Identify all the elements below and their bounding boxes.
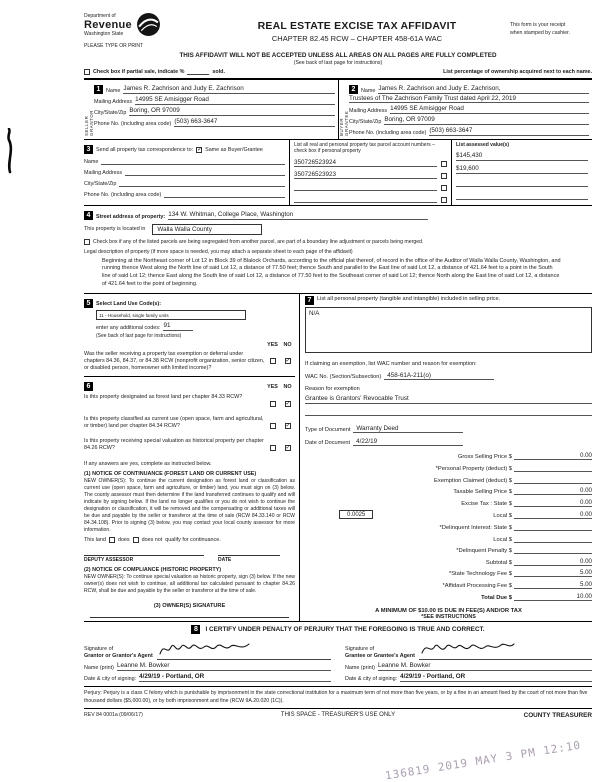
tax-correspondence-section	[84, 140, 592, 206]
dor-logo	[84, 12, 204, 37]
doc-date-field[interactable]: 4/22/19	[353, 438, 463, 446]
excise-state-field[interactable]: 0.00	[514, 499, 592, 507]
land-use-selected-value: 11 - Household, single family units	[99, 312, 169, 318]
grantor-date-city-label: Date & city of signing:	[84, 676, 137, 683]
legal-description-label: Legal description of property (if more space is needed, you may attach a separate sheet to each page of the affidavit)	[84, 248, 353, 255]
warning-line: THIS AFFIDAVIT WILL NOT BE ACCEPTED UNLESS ALL AREAS ON ALL PAGES ARE FULLY COMPLETED	[179, 52, 497, 59]
parcel-row	[294, 195, 447, 203]
seller-city-label: City/State/Zip	[94, 110, 127, 116]
grantee-date-city-label: Date & city of signing:	[345, 676, 398, 683]
same-as-buyer-checkbox[interactable]: ✓	[197, 146, 203, 153]
reason-exemption-field[interactable]: Grantee is Grantors' Revocable Trust	[305, 395, 592, 404]
question-text: Was the seller receiving a property tax exemption or deferral under chapters 84.36, 84.37, or 84.38 RCW (nonprofit organization, senior citizen, or disabled person, homeowner with limited income)?	[84, 351, 265, 372]
forest-land-section	[84, 377, 295, 621]
personal-property-deduct-field[interactable]	[514, 464, 592, 472]
gross-selling-price-label: Gross Selling Price $	[457, 454, 512, 461]
grantee-name-print-label: Name (print)	[345, 665, 375, 672]
parcel-numbers-header: List all real and personal property tax parcel account numbers – check box if personal property	[294, 142, 435, 155]
reeta-form	[84, 12, 592, 719]
notice-compliance-title: (2) NOTICE OF COMPLIANCE (HISTORIC PROPERTY)	[84, 567, 222, 574]
section8-number: 8	[191, 625, 200, 634]
dept-line2: Revenue	[84, 18, 132, 31]
grantor-name-print-field[interactable]: Leanne M. Bowker	[117, 663, 331, 671]
grantee-date-city-field[interactable]: 4/29/19 - Portland, OR	[400, 674, 592, 682]
excise-tax-section	[300, 294, 592, 621]
seller-address-field[interactable]: 14995 SE Amisigger Road	[135, 97, 335, 105]
delinquent-interest-local-label: Local $	[493, 536, 512, 543]
delinquent-interest-local-field[interactable]	[514, 535, 592, 543]
pen-mark	[2, 128, 20, 174]
if-yes-note: If any answers are yes, complete as instructed below.	[84, 461, 212, 468]
q-forest-yes-checkbox[interactable]	[270, 401, 276, 407]
corr-city-field[interactable]	[119, 179, 285, 187]
ownership-note: List percentage of ownership acquired next to each name.	[443, 69, 592, 75]
exemption-claim-label: If claiming an exemption, list WAC number and reason for exemption:	[305, 361, 477, 368]
doc-date-label: Date of Document	[305, 440, 351, 447]
assessed-value-field[interactable]	[456, 178, 588, 187]
corr-phone-field[interactable]	[164, 190, 285, 198]
personal-property-label: List all personal property (tangible and intangible) included in selling price.	[317, 296, 501, 303]
historic-property-question	[84, 438, 295, 457]
land-use-label: Select Land Use Code(s):	[96, 300, 162, 307]
wac-number-field[interactable]: 458-61A-211(o)	[384, 372, 494, 380]
parcel-number-field[interactable]	[294, 195, 437, 203]
parcel-row	[294, 159, 447, 167]
buyer-phone-label: Phone No. (including area code)	[349, 130, 427, 136]
parcel-row	[294, 183, 447, 191]
form-subtitle: CHAPTER 82.45 RCW – CHAPTER 458-61A WAC	[271, 34, 443, 43]
street-address-field[interactable]: 134 W. Whitman, College Place, Washington	[168, 212, 428, 220]
certification-section	[84, 622, 592, 687]
yes-no-header	[84, 342, 295, 348]
q-exemption-yes-checkbox[interactable]	[270, 358, 276, 364]
section5-number: 5	[84, 299, 93, 308]
q-historic-no-checkbox[interactable]: ✓	[285, 445, 291, 452]
buyer-name-label: Name	[361, 88, 376, 94]
personal-property-checkbox-4[interactable]	[441, 197, 447, 203]
partial-sale-row	[84, 69, 592, 75]
buyer-side-word1: BUYER	[339, 117, 344, 136]
perjury-notice: Perjury: Perjury is a class C felony which is punishable by imprisonment in the state correctional institution for a maximum term of not more than five years, or by a fine in an amount fixed by the court of not more than five thousand dollars ($5,000.00), or by both imprisonment and fine (RCW 9A.20.020 (1C)).	[84, 687, 592, 709]
question-text: Is this property classified as current use (open space, farm and agricultural, or timber) land per chapter 84.34 RCW?	[84, 416, 264, 430]
grantor-signature-field[interactable]	[157, 638, 331, 660]
see-back-note: (See back of last page for instructions)	[293, 60, 383, 66]
corr-address-field[interactable]	[125, 168, 285, 176]
deputy-assessor-label: DEPUTY ASSESSOR	[84, 555, 204, 563]
question-text: Is this property designated as forest land per chapter 84.33 RCW?	[84, 394, 243, 401]
grantee-sig-label1: Signature of	[345, 646, 375, 653]
question-text: Is this property receiving special valuation as historical property per chapter 84.26 RCW?	[84, 438, 264, 452]
seller-name-label: Name	[106, 88, 121, 94]
county-field[interactable]: Walla Walla County	[152, 224, 262, 235]
dor-emblem-icon	[136, 12, 161, 37]
county-treasurer-label: COUNTY TREASURER	[523, 711, 592, 719]
q-currentuse-yes-checkbox[interactable]	[270, 423, 276, 429]
total-due-label: Total Due $	[481, 594, 512, 601]
buyer-address-label: Mailing Address	[349, 108, 388, 114]
buyer-side-word2: GRANTEE	[344, 110, 349, 136]
land-qualify-row	[84, 537, 295, 543]
grantor-sig-label1: Signature of	[84, 646, 114, 653]
owners-signature-field[interactable]	[90, 609, 289, 618]
personal-property-deduct-label: *Personal Property (deduct) $	[435, 465, 512, 472]
no-column-label-6: NO	[283, 383, 292, 390]
form-rev-number: REV 84 0001a (09/06/17)	[84, 712, 143, 719]
notice-compliance-text: NEW OWNER(S): To continue special valuation as historic property, sign (3) below. If the new owner(s) does not wish to continue, all additional tax calculated pursuant to chapter 84.26 RCW, shall be due and payable by the seller or transferor at the time of sale.	[84, 574, 295, 595]
grantee-signature	[419, 639, 519, 659]
subtotal-label: Subtotal $	[485, 559, 512, 566]
parcel-number-field[interactable]	[294, 183, 437, 191]
received-date-stamp: 136819 2019 MAY 3 PM 12:10	[384, 738, 582, 782]
section7-number: 7	[305, 296, 314, 305]
buyer-city-label: City/State/Zip	[349, 119, 382, 125]
treasurer-space-label: THIS SPACE - TREASURER'S USE ONLY	[280, 712, 396, 719]
personal-property-checkbox-3[interactable]	[441, 185, 447, 191]
grantee-signature-field[interactable]	[419, 638, 592, 660]
yes-column-label-6: YES	[267, 383, 278, 390]
partial-sale-checkbox[interactable]	[84, 69, 90, 75]
gross-selling-price-field[interactable]: 0.00	[514, 452, 592, 460]
deputy-assessor-row	[84, 555, 295, 563]
assessed-values-header: List assessed value(s)	[456, 142, 510, 148]
local-rate-box: 0.0025	[339, 510, 373, 519]
seller-phone-label: Phone No. (including area code)	[94, 121, 172, 127]
personal-property-checkbox-2[interactable]	[441, 173, 447, 179]
section2-number: 2	[349, 85, 358, 94]
receipt-note	[510, 12, 592, 38]
reason-exemption-label: Reason for exemption	[305, 386, 360, 393]
doc-type-label: Type of Document	[305, 427, 351, 434]
q-exemption-no-checkbox[interactable]: ✓	[285, 358, 291, 365]
section6-number: 6	[84, 382, 93, 391]
parcel-row	[294, 171, 447, 179]
seller-city-field[interactable]: Boring, OR 97009	[129, 108, 335, 116]
buyer-address-field[interactable]: 14995 SE Amisigger Road	[390, 106, 589, 114]
see-back-note-2: (See back of last page for instructions)	[96, 333, 182, 340]
buyer-side-label	[339, 82, 349, 136]
doc-type-field[interactable]: Warranty Deed	[353, 425, 463, 433]
personal-property-checkbox-1[interactable]	[441, 161, 447, 167]
buyer-section	[338, 80, 592, 139]
parties-section	[84, 78, 592, 140]
buyer-phone-field[interactable]: (503) 663-3647	[429, 128, 589, 136]
segregated-checkbox[interactable]	[84, 239, 90, 245]
land-use-select[interactable]	[96, 310, 246, 320]
receipt-note-line1: This form is your receipt	[510, 22, 566, 28]
receipt-note-line2: when stamped by cashier.	[510, 29, 570, 36]
q-currentuse-no-checkbox[interactable]: ✓	[285, 423, 291, 430]
middle-columns	[84, 294, 592, 622]
state-tech-fee-field[interactable]: 5.00	[514, 569, 592, 577]
land-does-not-checkbox[interactable]	[133, 537, 139, 543]
assessed-value-field[interactable]	[456, 191, 588, 200]
excise-calculation	[305, 452, 592, 600]
header	[84, 12, 592, 49]
seller-phone-field[interactable]: (503) 663-3647	[174, 119, 335, 127]
see-instructions-note: *SEE INSTRUCTIONS	[421, 613, 476, 620]
grantee-name-print-field[interactable]: Leanne M. Bowker	[378, 663, 592, 671]
exemption-deferral-question	[84, 351, 295, 372]
corr-address-label: Mailing Address	[84, 170, 123, 176]
q-historic-yes-checkbox[interactable]	[270, 445, 276, 451]
section3-number: 3	[84, 145, 93, 154]
form-title: REAL ESTATE EXCISE TAX AFFIDAVIT	[257, 20, 457, 32]
does-label: does	[117, 537, 130, 544]
buyer-city-field[interactable]: Boring, OR 97009	[384, 117, 589, 125]
delinquent-penalty-label: *Delinquent Penalty $	[456, 548, 512, 555]
located-in-label: This property is located in	[84, 226, 146, 232]
affidavit-fee-field[interactable]: 5.00	[514, 581, 592, 589]
yes-column-label: YES	[267, 342, 278, 349]
does-not-label: does not	[141, 537, 163, 544]
land-use-section	[84, 299, 295, 377]
wac-number-label: WAC No. (Section/Subsection)	[305, 374, 382, 381]
excise-state-label: Excise Tax : State $	[461, 500, 512, 507]
assessed-value-field[interactable]: $145,430	[456, 152, 588, 161]
delinquent-penalty-field[interactable]	[514, 546, 592, 554]
grantee-signature-block	[345, 638, 592, 682]
corr-name-label: Name	[84, 159, 99, 165]
additional-codes-field[interactable]: 91	[163, 323, 193, 331]
notice-continuance-text: NEW OWNER(S): To continue the current designation as forest land or classification as current use (open space, farm and agriculture, or timber) land, you must sign on (3) below. The county assessor must then determine if the land transferred continues to qualify and will indicate by signing below. If the land no longer qualifies or you do not wish to continue the designation or classification, it will be removed and the compensating or additional taxes will be due and payable by the seller or transferor at the time of sale (RCW 84.33.140 or RCW 84.34.108). Prior to signing (3) below, you may contact your local county assessor for more information.	[84, 478, 295, 533]
current-use-question	[84, 416, 295, 435]
q-forest-no-checkbox[interactable]: ✓	[285, 401, 291, 408]
forest-land-question	[84, 394, 295, 413]
assessor-date-label: DATE	[218, 555, 280, 563]
section4-number: 4	[84, 211, 93, 220]
additional-codes-label: enter any additional codes:	[96, 325, 161, 332]
notice-continuance-title: (1) NOTICE OF CONTINUANCE (FOREST LAND OR CURRENT USE)	[84, 471, 257, 478]
footer	[84, 709, 592, 719]
dept-line3: Washington State	[84, 30, 124, 37]
land-does-checkbox[interactable]	[109, 537, 115, 543]
please-type-or-print: PLEASE TYPE OR PRINT	[84, 43, 144, 49]
partial-sale-suffix: sold.	[212, 69, 225, 75]
grantor-signature	[157, 639, 257, 659]
affidavit-fee-label: *Affidavit Processing Fee $	[442, 582, 512, 589]
partial-sale-label: Check box if partial sale, indicate %	[93, 69, 185, 75]
personal-property-field[interactable]: N/A	[305, 307, 592, 353]
grantor-signature-block	[84, 638, 331, 682]
street-address-label: Street address of property:	[96, 213, 166, 220]
seller-address-label: Mailing Address	[94, 99, 133, 105]
seller-name-field[interactable]: James R. Zachrison and Judy E. Zachrison	[123, 86, 335, 94]
excise-local-field[interactable]: 0.00	[514, 511, 592, 519]
seller-side-word2: GRANTOR	[89, 109, 94, 136]
grantor-date-city-field[interactable]: 4/29/19 - Portland, OR	[139, 674, 331, 682]
subtotal-field[interactable]: 0.00	[514, 558, 592, 566]
property-section	[84, 206, 592, 295]
section1-number: 1	[94, 85, 103, 94]
parcel-number-field[interactable]: 350726523924	[294, 159, 437, 167]
this-land-label: This land	[84, 537, 106, 544]
corr-name-field[interactable]	[101, 157, 285, 165]
send-correspondence-label: Send all property tax correspondence to:	[96, 146, 194, 153]
grantor-sig-label2: Grantor or Grantor's Agent	[84, 653, 153, 660]
minimum-fee-note: A MINIMUM OF $10.00 IS DUE IN FEE(S) AND/OR TAX	[375, 607, 522, 614]
buyer-name-field[interactable]: James R. Zachrison and Judy E. Zachrison,	[378, 86, 589, 94]
state-tech-fee-label: *State Technology Fee $	[448, 571, 512, 578]
seller-section	[84, 80, 338, 139]
same-as-buyer-label: Same as Buyer/Grantee	[205, 146, 263, 153]
grantor-name-print-label: Name (print)	[84, 665, 114, 672]
delinquent-interest-state-label: *Delinquent Interest: State $	[439, 524, 512, 531]
grantee-sig-label2: Grantee or Grantee's Agent	[345, 653, 415, 660]
buyer-name-field-line2[interactable]: Trustees of The Zachrison Family Trust dated April 22, 2019	[349, 95, 589, 103]
seller-side-label	[84, 82, 94, 136]
total-due-field[interactable]: 10.00	[514, 593, 592, 601]
taxable-selling-price-field[interactable]: 0.00	[514, 487, 592, 495]
assessed-value-field[interactable]: $19,600	[456, 165, 588, 174]
corr-phone-label: Phone No. (including area code)	[84, 192, 162, 198]
delinquent-interest-state-field[interactable]	[514, 523, 592, 531]
excise-local-label: Local $	[493, 513, 512, 520]
no-column-label: NO	[283, 342, 292, 349]
qualify-label: qualify for continuance.	[165, 537, 221, 544]
exemption-claimed-label: Exemption Claimed (deduct) $	[434, 477, 512, 484]
taxable-selling-price-label: Taxable Selling Price $	[453, 489, 512, 496]
dept-line1: Department of	[84, 12, 116, 19]
corr-city-label: City/State/Zip	[84, 181, 117, 187]
partial-sale-percent-field[interactable]	[187, 69, 209, 75]
parcel-number-field[interactable]: 350726523923	[294, 171, 437, 179]
owners-signature-label: (3) OWNER(S) SIGNATURE	[153, 603, 226, 610]
exemption-claimed-field[interactable]	[514, 476, 592, 484]
reason-exemption-field-line2[interactable]	[305, 407, 592, 416]
segregated-label: Check box if any of the listed parcels are being segregated from another parcel, are part of a boundary line adjustment or parcels being merged.	[93, 238, 424, 245]
legal-description-text: Beginning at the Northeast corner of Lot 12 in Block 39 of Blalock Orchards, according to the official plat thereof, of record in the office of the Auditor of Walla Walla County, Washington, and running thence West along the North line of said Lot 12, a distance of 77.50 feet; thence South and parallel to the East line of said Lot 12, a distance of 421.64 feet to a point in the South line of said Lot 12; thence East along the South line of said Lot 12, a distance of 77.50 feet to the Southeast corner of said Lot 12; thence North along the East line of said Lot 12, a distance of 421.64 feet to the point of beginning.	[102, 257, 561, 288]
seller-side-word1: SELLER	[84, 115, 89, 136]
certify-statement: I CERTIFY UNDER PENALTY OF PERJURY THAT THE FOREGOING IS TRUE AND CORRECT.	[205, 626, 485, 634]
